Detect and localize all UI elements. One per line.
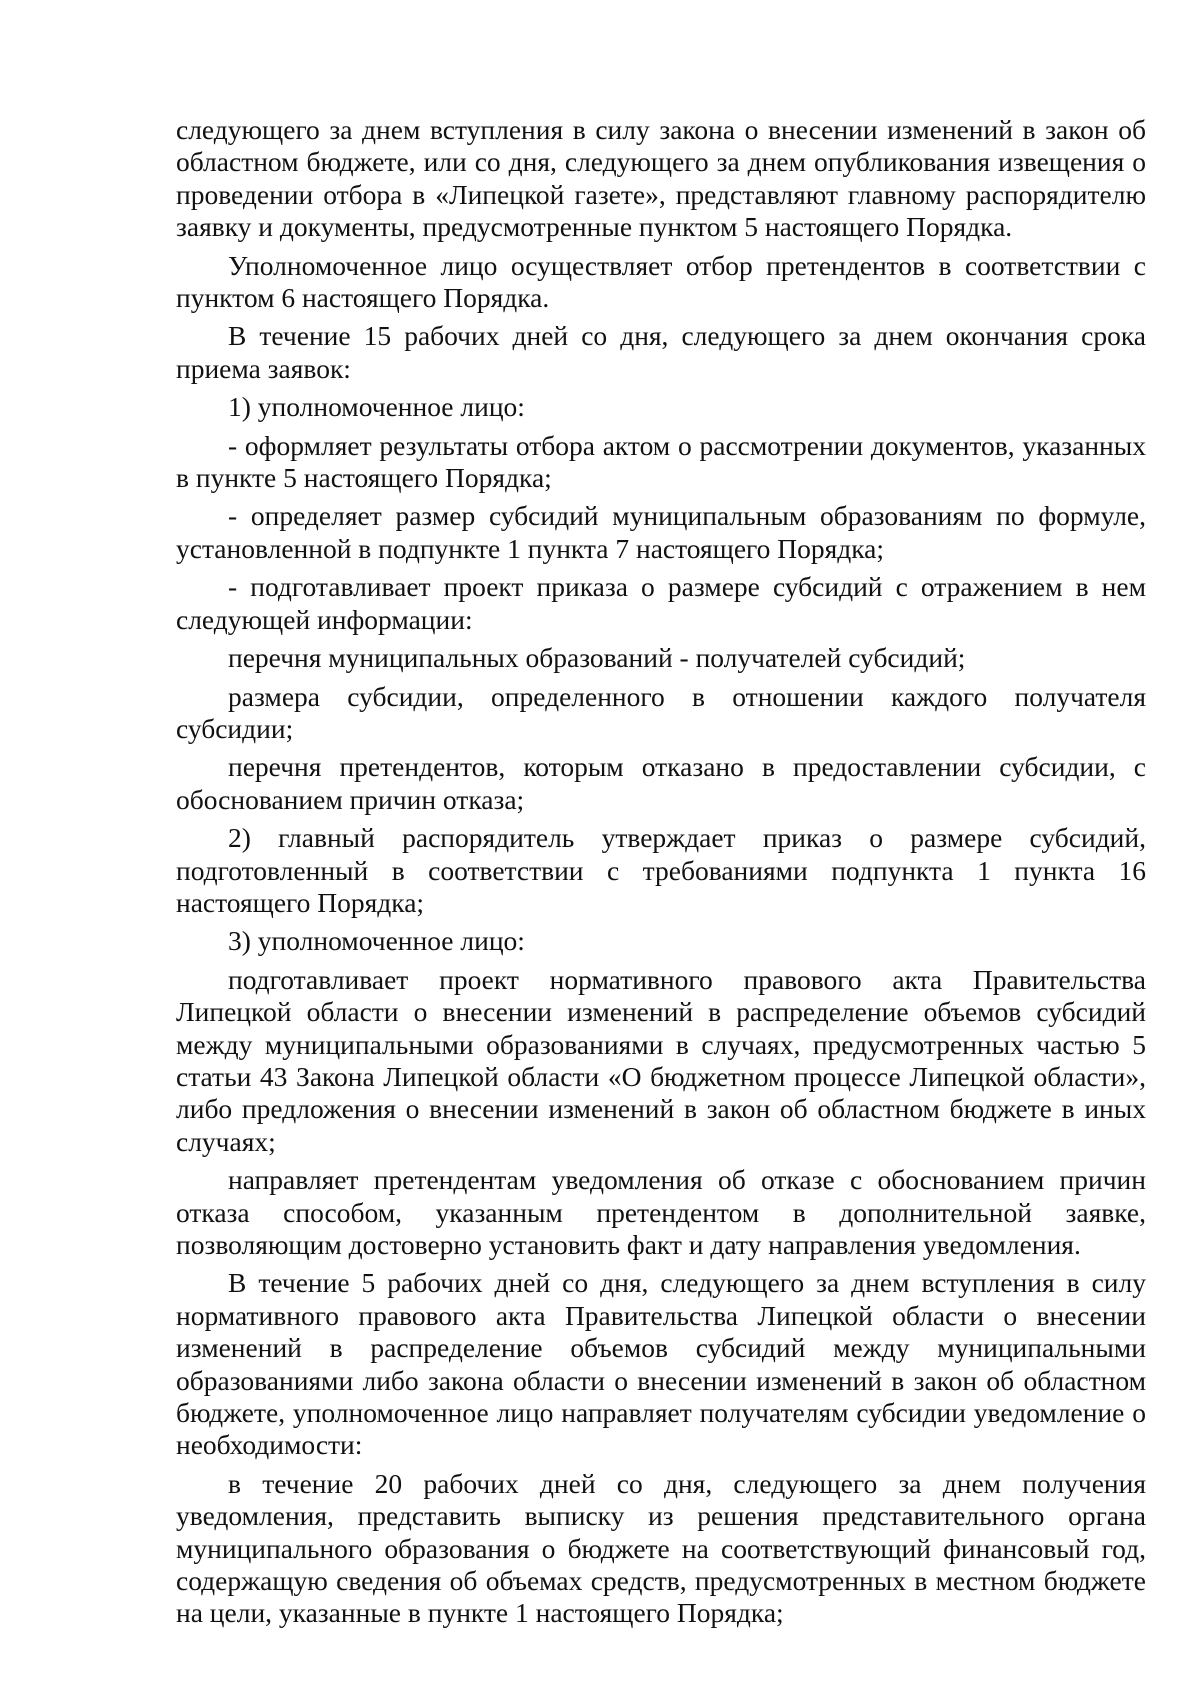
paragraph: перечня муниципальных образований - получателей субсидий; xyxy=(228,642,966,674)
paragraph: - определяет размер субсидий муниципальным образованиям по формуле, установленной в подпункте 1 пункта 7 настоящего Порядка; xyxy=(176,500,1146,564)
paragraph: Уполномоченное лицо осуществляет отбор претендентов в соответствии с пунктом 6 настоящего Порядка. xyxy=(176,249,1146,314)
paragraph: В течение 5 рабочих дней со дня, следующего за днем вступления в силу нормативного правового акта Правительства Липецкой области о внесении изменений в распределение объемов субсидий между муниципальными образованиями либо закона области о внесении изменений в закон об областном бюджете, уполномоченное лицо направляет получателям субсидии уведомление о необходимости: xyxy=(176,1267,1146,1461)
paragraph: направляет претендентам уведомления об отказе с обоснованием причин отказа способом, указанным претендентом в дополнительной заявке, позволяющим достоверно установить факт и дату направления уведомления. xyxy=(176,1164,1146,1260)
paragraph: перечня претендентов, которым отказано в предоставлении субсидии, с обоснованием причин отказа; xyxy=(176,751,1146,815)
document-body xyxy=(176,114,1146,1636)
paragraph: следующего за днем вступления в силу закона о внесении изменений в закон об областном бюджете, или со дня, следующего за днем опубликования извещения о проведении отбора в «Липецкой газете», представляют главному распорядителю заявку и документы, предусмотренные пунктом 5 настоящего Порядка. xyxy=(176,114,1146,243)
paragraph: - оформляет результаты отбора актом о рассмотрении документов, указанных в пункте 5 настоящего Порядка; xyxy=(176,429,1146,494)
paragraph: размера субсидии, определенного в отношении каждого получателя субсидии; xyxy=(176,680,1146,744)
paragraph: 2) главный распорядитель утверждает приказ о размере субсидий, подготовленный в соответствии с требованиями подпункта 1 пункта 16 настоящего Порядка; xyxy=(176,822,1146,918)
paragraph: подготавливает проект нормативного правового акта Правительства Липецкой области о внесении изменений в распределение объемов субсидий между муниципальными образованиями в случаях, предусмотренных частью 5 статьи 43 Закона Липецкой области «О бюджетном процессе Липецкой области», либо предложения о внесении изменений в закон об областном бюджете в иных случаях; xyxy=(176,963,1146,1157)
paragraph: 1) уполномоченное лицо: xyxy=(228,391,525,423)
paragraph: В течение 15 рабочих дней со дня, следующего за днем окончания срока приема заявок: xyxy=(176,320,1146,384)
paragraph: 3) уполномоченное лицо: xyxy=(228,925,525,957)
paragraph: в течение 20 рабочих дней со дня, следующего за днем получения уведомления, представить выписку из решения представительного органа муниципального образования о бюджете на соответствующий финансовый год, содержащую сведения об объемах средств, предусмотренных в местном бюджете на цели, указанные в пункте 1 настоящего Порядка; xyxy=(176,1467,1146,1629)
paragraph: - подготавливает проект приказа о размере субсидий с отражением в нем следующей информации: xyxy=(176,571,1146,635)
